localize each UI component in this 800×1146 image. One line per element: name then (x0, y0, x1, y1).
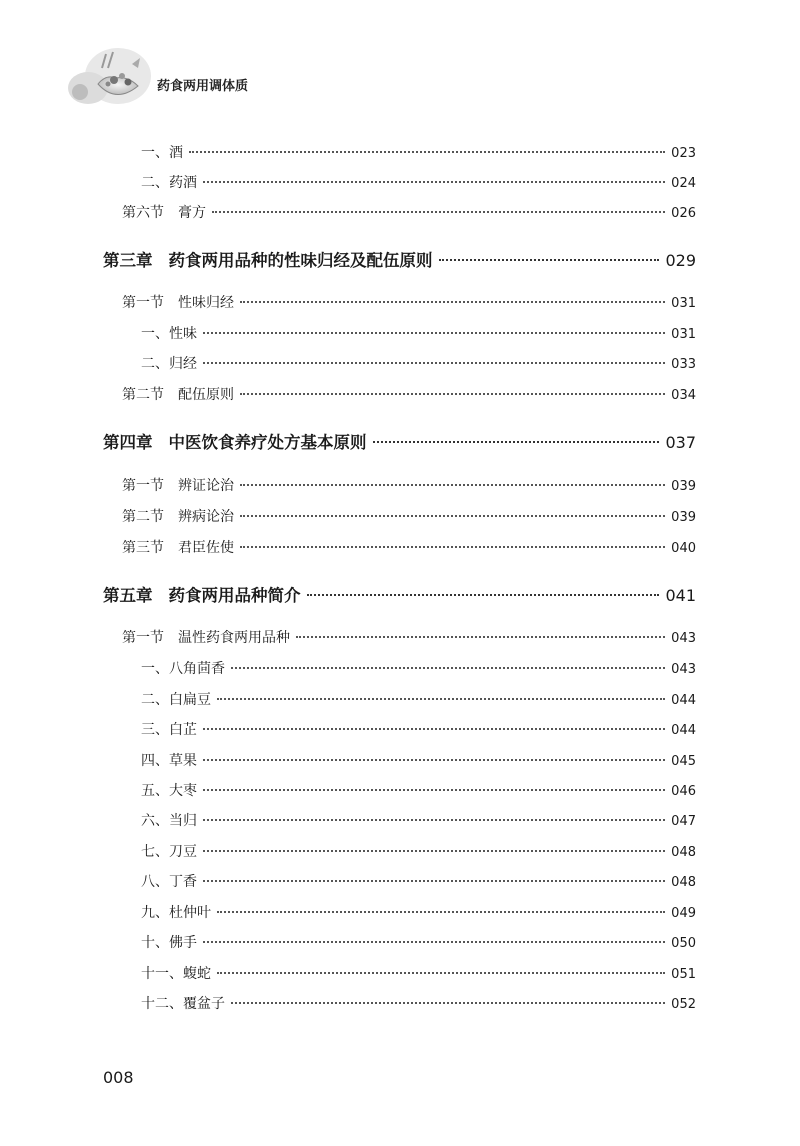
toc-section-entry[interactable] (122, 537, 696, 557)
toc-entry-page: 044 (671, 723, 696, 738)
dot-leader (439, 258, 660, 261)
toc-entry-number: 第三章 (103, 251, 153, 270)
toc-entry-label (122, 627, 290, 647)
toc-entry-title: 中医饮食养疗处方基本原则 (168, 433, 367, 452)
toc-entry-label (141, 780, 197, 800)
toc-chapter-entry[interactable] (103, 429, 696, 453)
toc-entry-number: 八、 (141, 874, 169, 890)
toc-entry-title: 杜仲叶 (169, 905, 211, 921)
toc-item-entry[interactable] (141, 142, 696, 162)
running-header (58, 44, 288, 114)
toc-entry-label (122, 292, 234, 312)
toc-entry-label (141, 323, 197, 343)
toc-entry-label (122, 537, 234, 557)
dot-leader (231, 666, 665, 669)
toc-entry-page: 029 (665, 251, 696, 270)
toc-entry-label (141, 172, 197, 192)
toc-entry-label (103, 429, 367, 453)
toc-item-entry[interactable] (141, 172, 696, 192)
toc-chapter-entry[interactable] (103, 247, 696, 271)
toc-entry-number: 二、 (141, 356, 169, 372)
toc-entry-number: 六、 (141, 813, 169, 829)
toc-section-entry[interactable] (122, 384, 696, 404)
toc-entry-number: 一、 (141, 145, 169, 161)
toc-entry-page: 044 (671, 693, 696, 708)
toc-entry-title: 大枣 (169, 783, 197, 799)
toc-entry-title: 覆盆子 (183, 996, 225, 1012)
dot-leader (203, 818, 665, 821)
toc-entry-title: 辨病论治 (178, 509, 234, 525)
toc-entry-title: 白芷 (169, 722, 197, 738)
toc-entry-number: 第三节 (122, 540, 164, 556)
toc-entry-title: 君臣佐使 (178, 540, 234, 556)
dot-leader (212, 210, 665, 213)
toc-entry-label (141, 932, 197, 952)
toc-entry-title: 当归 (169, 813, 197, 829)
dot-leader (307, 593, 660, 596)
toc-entry-page: 047 (671, 814, 696, 829)
toc-entry-label (141, 689, 211, 709)
toc-entry-label (122, 202, 206, 222)
toc-entry-number: 九、 (141, 905, 169, 921)
toc-entry-title: 蝮蛇 (183, 966, 211, 982)
toc-entry-number: 五、 (141, 783, 169, 799)
toc-entry-title: 归经 (169, 356, 197, 372)
dot-leader (203, 331, 665, 334)
toc-entry-page: 049 (671, 906, 696, 921)
toc-entry-page: 024 (671, 176, 696, 191)
toc-entry-label (141, 142, 183, 162)
toc-entry-label (141, 750, 197, 770)
toc-entry-page: 037 (665, 433, 696, 452)
toc-entry-title: 配伍原则 (178, 387, 234, 403)
toc-item-entry[interactable] (141, 780, 696, 800)
toc-entry-label (122, 506, 234, 526)
toc-entry-title: 刀豆 (169, 844, 197, 860)
herbal-bowl-icon (58, 44, 153, 114)
toc-entry-number: 第一节 (122, 478, 164, 494)
dot-leader (203, 180, 665, 183)
toc-entry-label (103, 582, 301, 606)
dot-leader (203, 940, 665, 943)
toc-section-entry[interactable] (122, 292, 696, 312)
dot-leader (231, 1001, 665, 1004)
dot-leader (240, 392, 665, 395)
toc-entry-label (141, 841, 197, 861)
toc-entry-page: 039 (671, 479, 696, 494)
toc-entry-page: 052 (671, 997, 696, 1012)
toc-entry-label (122, 475, 234, 495)
toc-entry-number: 第二节 (122, 509, 164, 525)
dot-leader (189, 150, 665, 153)
toc-entry-number: 一、 (141, 326, 169, 342)
toc-item-entry[interactable] (141, 353, 696, 373)
toc-section-entry[interactable] (122, 506, 696, 526)
toc-entry-page: 048 (671, 845, 696, 860)
toc-entry-number: 七、 (141, 844, 169, 860)
toc-section-entry[interactable] (122, 202, 696, 222)
toc-entry-number: 第二节 (122, 387, 164, 403)
toc-entry-page: 051 (671, 967, 696, 982)
toc-entry-label (141, 658, 225, 678)
toc-entry-label (141, 902, 211, 922)
toc-entry-title: 药食两用品种简介 (168, 586, 301, 605)
toc-entry-page: 033 (671, 357, 696, 372)
toc-entry-page: 050 (671, 936, 696, 951)
toc-item-entry[interactable] (141, 323, 696, 343)
dot-leader (296, 635, 665, 638)
toc-entry-title: 药食两用品种的性味归经及配伍原则 (168, 251, 433, 270)
toc-entry-page: 045 (671, 754, 696, 769)
toc-item-entry[interactable] (141, 689, 696, 709)
toc-entry-title: 性味 (169, 326, 197, 342)
toc-entry-number: 三、 (141, 722, 169, 738)
toc-entry-number: 十、 (141, 935, 169, 951)
toc-entry-number: 一、 (141, 661, 169, 677)
toc-item-entry[interactable] (141, 810, 696, 830)
dot-leader (203, 758, 665, 761)
toc-item-entry[interactable] (141, 658, 696, 678)
toc-item-entry[interactable] (141, 750, 696, 770)
dot-leader (373, 440, 660, 443)
toc-entry-title: 草果 (169, 753, 197, 769)
dot-leader (203, 788, 665, 791)
toc-entry-title: 佛手 (169, 935, 197, 951)
toc-entry-label (141, 993, 225, 1013)
toc-entry-number: 二、 (141, 175, 169, 191)
toc-entry-title: 丁香 (169, 874, 197, 890)
dot-leader (240, 545, 665, 548)
toc-entry-title: 辨证论治 (178, 478, 234, 494)
toc-entry-title: 药酒 (169, 175, 197, 191)
toc-section-entry[interactable] (122, 627, 696, 647)
toc-entry-title: 八角茴香 (169, 661, 225, 677)
toc-entry-number: 四、 (141, 753, 169, 769)
toc-entry-label (141, 871, 197, 891)
toc-item-entry[interactable] (141, 871, 696, 891)
toc-entry-label (122, 384, 234, 404)
toc-item-entry[interactable] (141, 841, 696, 861)
dot-leader (203, 879, 665, 882)
toc-item-entry[interactable] (141, 993, 696, 1013)
dot-leader (240, 514, 665, 517)
toc-entry-page: 026 (671, 206, 696, 221)
dot-leader (217, 697, 665, 700)
toc-entry-page: 041 (665, 586, 696, 605)
toc-entry-label (141, 353, 197, 373)
toc-entry-number: 第四章 (103, 433, 153, 452)
toc-entry-number: 十一、 (141, 966, 183, 982)
toc-entry-page: 046 (671, 784, 696, 799)
page-number: 008 (103, 1068, 134, 1087)
toc-entry-page: 043 (671, 662, 696, 677)
toc-entry-number: 第五章 (103, 586, 153, 605)
toc-entry-page: 034 (671, 388, 696, 403)
toc-entry-title: 性味归经 (178, 295, 234, 311)
toc-entry-page: 043 (671, 631, 696, 646)
toc-entry-label (141, 719, 197, 739)
toc-item-entry[interactable] (141, 932, 696, 952)
toc-entry-page: 031 (671, 327, 696, 342)
dot-leader (240, 483, 665, 486)
toc-entry-number: 第一节 (122, 630, 164, 646)
running-header-title: 药食两用调体质 (157, 79, 249, 94)
toc-entry-label (141, 810, 197, 830)
toc-entry-title: 膏方 (178, 205, 206, 221)
toc-entry-page: 023 (671, 146, 696, 161)
toc-chapter-entry[interactable] (103, 582, 696, 606)
dot-leader (203, 727, 665, 730)
toc-entry-title: 温性药食两用品种 (178, 630, 290, 646)
dot-leader (203, 361, 665, 364)
toc-section-entry[interactable] (122, 475, 696, 495)
toc-entry-number: 第六节 (122, 205, 164, 221)
toc-entry-page: 039 (671, 510, 696, 525)
toc-item-entry[interactable] (141, 719, 696, 739)
toc-entry-page: 040 (671, 541, 696, 556)
toc-entry-label (141, 963, 211, 983)
toc-item-entry[interactable] (141, 902, 696, 922)
toc-entry-number: 二、 (141, 692, 169, 708)
toc-entry-title: 酒 (169, 145, 183, 161)
toc-entry-label (103, 247, 433, 271)
dot-leader (203, 849, 665, 852)
toc-entry-page: 031 (671, 296, 696, 311)
dot-leader (217, 910, 665, 913)
dot-leader (217, 971, 665, 974)
toc-entry-page: 048 (671, 875, 696, 890)
toc-entry-number: 十二、 (141, 996, 183, 1012)
dot-leader (240, 300, 665, 303)
toc-item-entry[interactable] (141, 963, 696, 983)
toc-entry-number: 第一节 (122, 295, 164, 311)
toc-entry-title: 白扁豆 (169, 692, 211, 708)
